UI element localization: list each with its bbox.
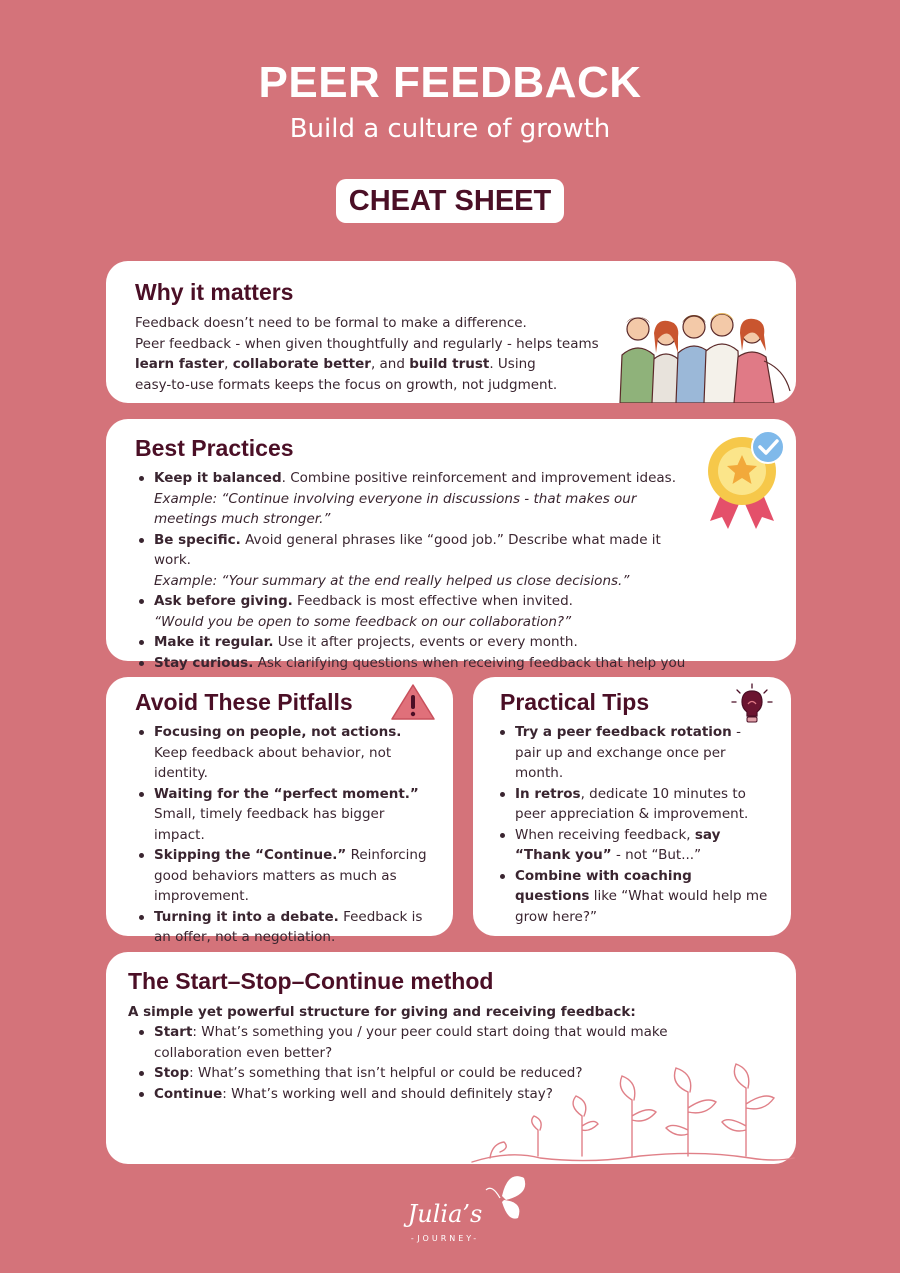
- pitfalls-list: [136, 722, 436, 948]
- why-heading: Why it matters: [135, 279, 294, 305]
- list-item: Make it regular. Use it after projects, events or every month.: [136, 632, 696, 653]
- group-of-friends-illustration: [598, 307, 796, 403]
- page-title: PEER FEEDBACK: [258, 58, 642, 107]
- start-stop-continue-card: [106, 952, 796, 1164]
- list-item: Try a peer feedback rotation - pair up and exchange once per month.: [497, 722, 769, 784]
- list-item: Skipping the “Continue.” Reinforcing good behaviors matters as much as improvement.: [136, 845, 436, 907]
- list-item: Ask before giving. Feedback is most effective when invited. “Would you be open to some feedback on our collaboration?”: [136, 591, 696, 632]
- ssc-heading: The Start–Stop–Continue method: [128, 968, 494, 994]
- best-practices-heading: Best Practices: [135, 435, 294, 461]
- logo-subtext: -JOURNEY-: [410, 1234, 480, 1243]
- why-line-2: Peer feedback - when given thoughtfully and regularly - helps teams: [135, 335, 599, 352]
- pitfalls-heading: Avoid These Pitfalls: [135, 689, 353, 715]
- practical-tips-heading: Practical Tips: [500, 689, 650, 715]
- list-item: Focusing on people, not actions. Keep feedback about behavior, not identity.: [136, 722, 436, 784]
- julias-journey-logo: [360, 1170, 540, 1250]
- cheat-sheet-badge: CHEAT SHEET: [336, 179, 564, 223]
- list-item: Turning it into a debate. Feedback is an offer, not a negotiation.: [136, 907, 436, 948]
- list-item: Start: What’s something you / your peer could start doing that would make collaboration even better?: [136, 1022, 696, 1063]
- list-item: Be specific. Avoid general phrases like “good job.” Describe what made it work. Example: “Your summary at the end really helped us close decisions.”: [136, 530, 696, 592]
- why-line-3: learn faster, collaborate better, and build trust. Using: [135, 356, 536, 372]
- sprouting-plants-line-art: [470, 1060, 796, 1164]
- page-subtitle: Build a culture of growth: [289, 114, 611, 144]
- best-practices-list: [136, 468, 696, 694]
- why-it-matters-card: [106, 261, 796, 403]
- pitfalls-card: [106, 677, 453, 945]
- why-line-1: Feedback doesn’t need to be formal to make a difference.: [135, 315, 527, 331]
- list-item: Stop: What’s something that isn’t helpful or could be reduced?: [136, 1063, 696, 1084]
- ssc-intro: A simple yet powerful structure for giving and receiving feedback:: [128, 1004, 636, 1020]
- list-item: When receiving feedback, say “Thank you” - not “But...”: [497, 825, 769, 866]
- warning-triangle-icon: [390, 683, 436, 721]
- logo-script-text: Julia’s: [407, 1200, 483, 1228]
- list-item: Keep it balanced. Combine positive reinforcement and improvement ideas. Example: “Continue involving everyone in discussions - that makes our meetings much stronger.”: [136, 468, 696, 530]
- best-practices-card: [106, 419, 796, 671]
- list-item: Continue: What’s working well and should definitely stay?: [136, 1084, 696, 1105]
- list-item: Stay curious. Ask clarifying questions when receiving feedback that help you: [136, 653, 696, 694]
- lightbulb-icon: [729, 683, 775, 725]
- practical-tips-list: [497, 722, 769, 927]
- practical-tips-card: [473, 677, 791, 936]
- list-item: Waiting for the “perfect moment.” Small, timely feedback has bigger impact.: [136, 784, 436, 846]
- why-body: [135, 313, 625, 395]
- list-item: Combine with coaching questions like “What would help me grow here?”: [497, 866, 769, 928]
- list-item: In retros, dedicate 10 minutes to peer appreciation & improvement.: [497, 784, 769, 825]
- award-badge-checkmark-icon: [702, 425, 790, 531]
- why-line-4: easy-to-use formats keeps the focus on growth, not judgment.: [135, 376, 558, 393]
